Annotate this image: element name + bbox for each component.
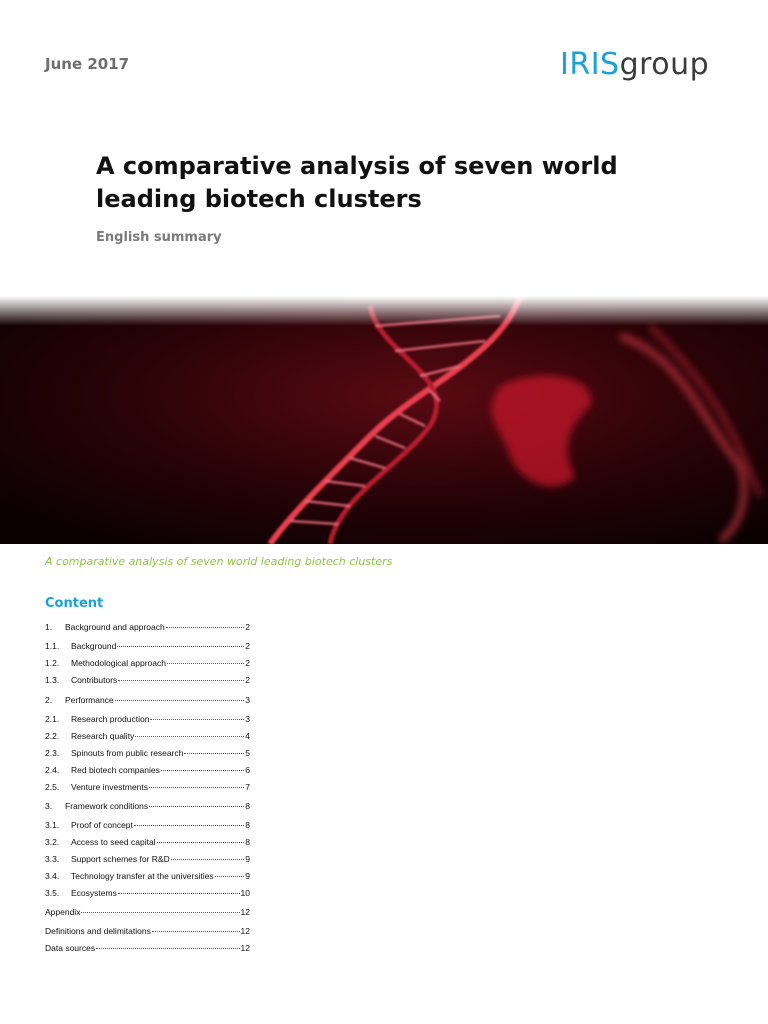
toc-label: Support schemes for R&D (71, 854, 170, 864)
toc-leader (118, 886, 240, 894)
toc-number: 3.4. (45, 871, 60, 881)
toc-leader (161, 763, 244, 771)
toc-number: 1.2. (45, 658, 60, 668)
toc-page: 12 (240, 943, 250, 953)
toc-number: 1.1. (45, 641, 60, 651)
toc-entry[interactable] (45, 837, 250, 849)
toc-number: 3.3. (45, 854, 60, 864)
toc-leader (152, 924, 240, 932)
toc-leader (184, 746, 244, 754)
toc-entry[interactable] (45, 907, 250, 919)
toc-number: 1. (45, 622, 53, 632)
toc-label: Contributors (71, 675, 118, 685)
toc-label: Red biotech companies (71, 765, 160, 775)
toc-number: 2.2. (45, 731, 60, 741)
toc-number: 3.5. (45, 888, 60, 898)
toc-leader (117, 639, 244, 647)
toc-page: 8 (245, 837, 250, 847)
toc-label: Technology transfer at the universities (71, 871, 214, 881)
toc-label: Appendix (45, 907, 81, 917)
toc-label: Proof of concept (71, 820, 133, 830)
toc-number: 3.2. (45, 837, 60, 847)
toc-entry[interactable] (45, 731, 250, 743)
toc-label: Ecosystems (71, 888, 117, 898)
toc-page: 5 (245, 748, 250, 758)
toc-page: 2 (245, 622, 250, 632)
toc-page: 3 (245, 695, 250, 705)
toc-number: 2.4. (45, 765, 60, 775)
toc-page: 10 (240, 888, 250, 898)
toc-label: Access to seed capital (71, 837, 156, 847)
toc-page: 7 (245, 782, 250, 792)
toc-entry[interactable] (45, 658, 250, 670)
toc-label: Background (71, 641, 117, 651)
toc-number: 2.3. (45, 748, 60, 758)
toc-entry[interactable] (45, 801, 250, 813)
toc-page: 4 (245, 731, 250, 741)
toc-leader (96, 941, 239, 949)
toc-page: 2 (245, 675, 250, 685)
logo-group: group (619, 47, 710, 82)
report-date: June 2017 (45, 55, 130, 73)
toc-number: 2.1. (45, 714, 60, 724)
toc-page: 3 (245, 714, 250, 724)
toc-page: 2 (245, 658, 250, 668)
toc-label: Methodological approach (71, 658, 166, 668)
toc-entry[interactable] (45, 820, 250, 832)
toc-entry[interactable] (45, 695, 250, 707)
toc-leader (81, 905, 239, 913)
toc-entry[interactable] (45, 641, 250, 653)
toc-entry[interactable] (45, 871, 250, 883)
toc-label: Definitions and delimitations (45, 926, 151, 936)
toc-page: 8 (245, 801, 250, 811)
toc-entry[interactable] (45, 926, 250, 938)
toc-leader (134, 818, 244, 826)
toc-leader (166, 620, 245, 628)
toc-entry[interactable] (45, 854, 250, 866)
logo-iris: IRIS (560, 47, 620, 82)
toc-entry[interactable] (45, 675, 250, 687)
toc-label: Background and approach (65, 622, 165, 632)
toc-label: Spinouts from public research (71, 748, 184, 758)
toc-leader (135, 729, 244, 737)
company-logo (560, 46, 709, 84)
toc-label: Research quality (71, 731, 135, 741)
toc-entry[interactable] (45, 765, 250, 777)
toc-number: 1.3. (45, 675, 60, 685)
toc-page: 9 (245, 854, 250, 864)
toc-leader (149, 799, 244, 807)
document-title: A comparative analysis of seven world leading biotech clusters (96, 152, 618, 213)
toc-number: 2.5. (45, 782, 60, 792)
toc-page: 8 (245, 820, 250, 830)
toc-page: 12 (240, 926, 250, 936)
toc-page: 2 (245, 641, 250, 651)
toc-entry[interactable] (45, 622, 250, 634)
document-subtitle: English summary (96, 230, 222, 245)
toc-entry[interactable] (45, 782, 250, 794)
toc-heading: Content (45, 596, 104, 611)
toc-label: Data sources (45, 943, 96, 953)
toc-page: 6 (245, 765, 250, 775)
toc-label: Research production (71, 714, 150, 724)
toc-entry[interactable] (45, 943, 250, 955)
toc-label: Performance (65, 695, 114, 705)
toc-leader (118, 673, 244, 681)
toc-leader (150, 712, 244, 720)
toc-label: Venture investments (71, 782, 149, 792)
toc-number: 3. (45, 801, 53, 811)
toc-entry[interactable] (45, 714, 250, 726)
toc-number: 2. (45, 695, 53, 705)
toc-page: 9 (245, 871, 250, 881)
dna-cover-image (0, 296, 768, 544)
toc-leader (115, 693, 245, 701)
toc-leader (215, 869, 245, 877)
toc-entry[interactable] (45, 888, 250, 900)
running-head: A comparative analysis of seven world leading biotech clusters (45, 555, 393, 568)
toc-number: 3.1. (45, 820, 60, 830)
toc-entry[interactable] (45, 748, 250, 760)
toc-leader (157, 835, 245, 843)
toc-leader (149, 780, 244, 788)
toc-page: 12 (240, 907, 250, 917)
toc-label: Framework conditions (65, 801, 149, 811)
toc-leader (167, 656, 244, 664)
toc-leader (171, 852, 245, 860)
